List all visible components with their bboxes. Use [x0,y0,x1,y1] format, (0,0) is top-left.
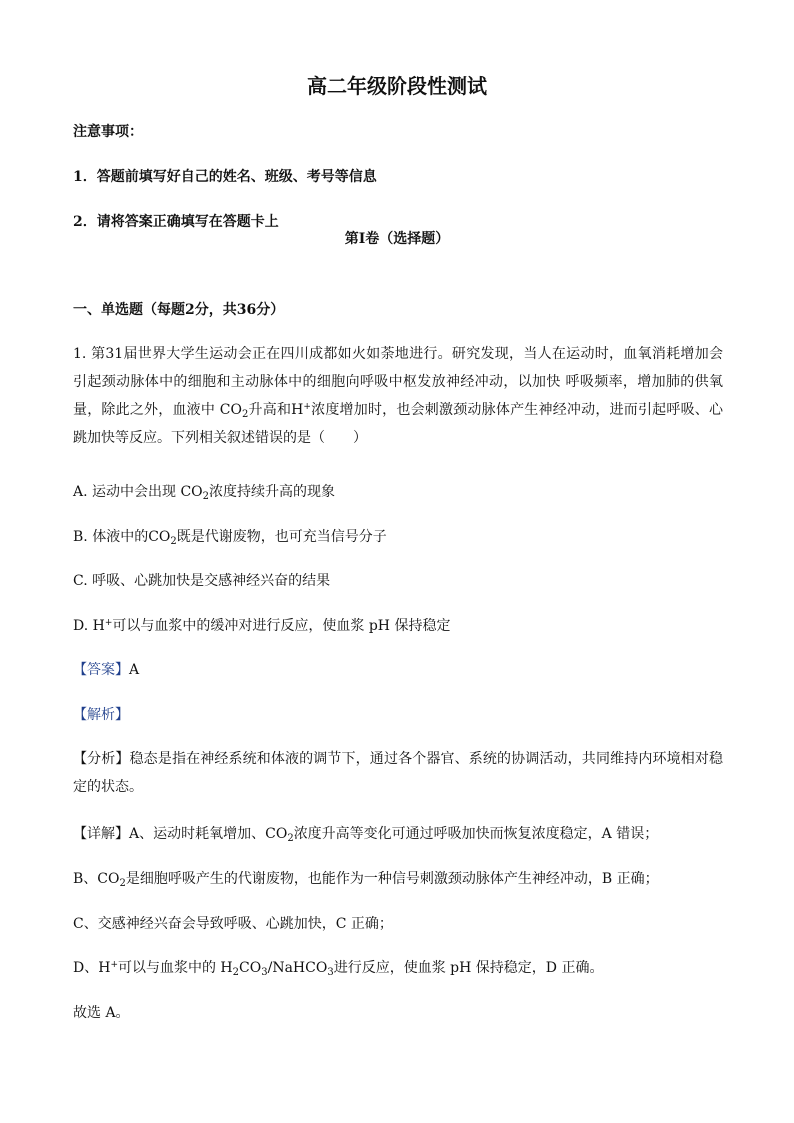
xiangjie-a [73,824,658,844]
analysis-label-line [73,705,129,725]
option-b-text: B. 体液中的CO [73,529,171,545]
option-b [73,527,387,547]
xiangjie-b-sub: 2 [119,878,126,889]
xiangjie-b-text-2: 是细胞呼吸产生的代谢废物，也能作为一种信号刺激颈动脉体产生神经冲动，B 正确； [125,871,659,887]
option-d-sup: + [104,618,113,628]
answer-label: 【答案】 [73,662,129,678]
xiangjie-a-text-2: 浓度升高等变化可通过呼吸加快而恢复浓度稳定，A 错误； [293,826,659,842]
stem-superscript: + [303,402,311,412]
xiangjie-d-sub-2: 3 [261,967,268,978]
stem-text-1: 1. 第31届世界大学生运动会正在四川成都如火如荼地进行。研究发现，当人在运动时，血氧消耗增加会引起颈动脉体中的细胞和主动脉体中的细胞向呼吸中枢发放神经冲动，以加快 呼吸频率，增加肺的供氧量，除此之外，血液中 CO [73,346,723,418]
stem-subscript: 2 [241,409,249,420]
answer-value: A [129,662,140,678]
option-a-text: A. 运动中会出现 CO [73,484,203,500]
analysis-label: 【解析】 [73,707,129,723]
xiangjie-d-sup: + [110,960,118,970]
xiangjie-d-sub-3: 3 [327,967,334,978]
stem-text-2: 升高和H [248,402,304,418]
notice-item-1: 1．答题前填写好自己的姓名、班级、考号等信息 [73,169,377,185]
xiangjie-b [73,869,659,889]
xiangjie-d-text-2: 可以与血浆中的 H [117,960,233,976]
stem-text-3: 浓度增加时，也会刺激颈动脉体产生神经冲动，进而引起呼吸、心跳加快等反应。下列相关叙述错误的是（ ） [73,402,723,446]
xiangjie-d-text-5: 进行反应，使血浆 pH 保持稳定，D 正确。 [333,960,604,976]
option-d-text-2: 可以与血浆中的缓冲对进行反应，使血浆 pH 保持稳定 [112,618,451,634]
option-d [73,616,450,636]
question-stem [73,340,723,452]
fenxi-paragraph [73,745,723,801]
notice-item-2: 2．请将答案正确填写在答题卡上 [73,214,279,230]
fenxi-label: 【分析】 [73,751,130,767]
section-title: 第I卷（选择题） [344,231,450,247]
xiangjie-d-text-4: /NaHCO [267,960,328,976]
answer-line [73,660,139,680]
option-b-text-2: 既是代谢废物，也可充当信号分子 [176,529,387,545]
page-title: 高二年级阶段性测试 [307,74,487,98]
xiangjie-c: C、交感神经兴奋会导致呼吸、心跳加快，C 正确； [73,916,393,932]
option-d-text: D. H [73,618,105,634]
conclusion: 故选 A。 [73,1005,130,1021]
xiangjie-a-sub: 2 [287,833,294,844]
xiangjie-b-text: B、CO [73,871,120,887]
option-c: C. 呼吸、心跳加快是交感神经兴奋的结果 [73,573,331,589]
part-heading: 一、单选题（每题2分，共36分） [73,302,285,318]
notice-heading: 注意事项： [73,124,143,140]
xiangjie-d-text-3: CO [239,960,262,976]
xiangjie-d-sub-1: 2 [232,967,240,978]
xiangjie-a-text: A、运动时耗氧增加、CO [129,826,288,842]
xiangjie-d-text: D、H [73,960,111,976]
option-b-sub: 2 [170,536,177,547]
option-a [73,482,335,502]
option-a-sub: 2 [202,491,210,502]
xiangjie-label: 【详解】 [73,826,129,842]
xiangjie-d [73,958,603,978]
fenxi-text: 稳态是指在神经系统和体液的调节下，通过各个器官、系统的协调活动，共同维持内环境相对稳定的状态。 [73,751,724,795]
option-a-text-2: 浓度持续升高的现象 [209,484,336,500]
